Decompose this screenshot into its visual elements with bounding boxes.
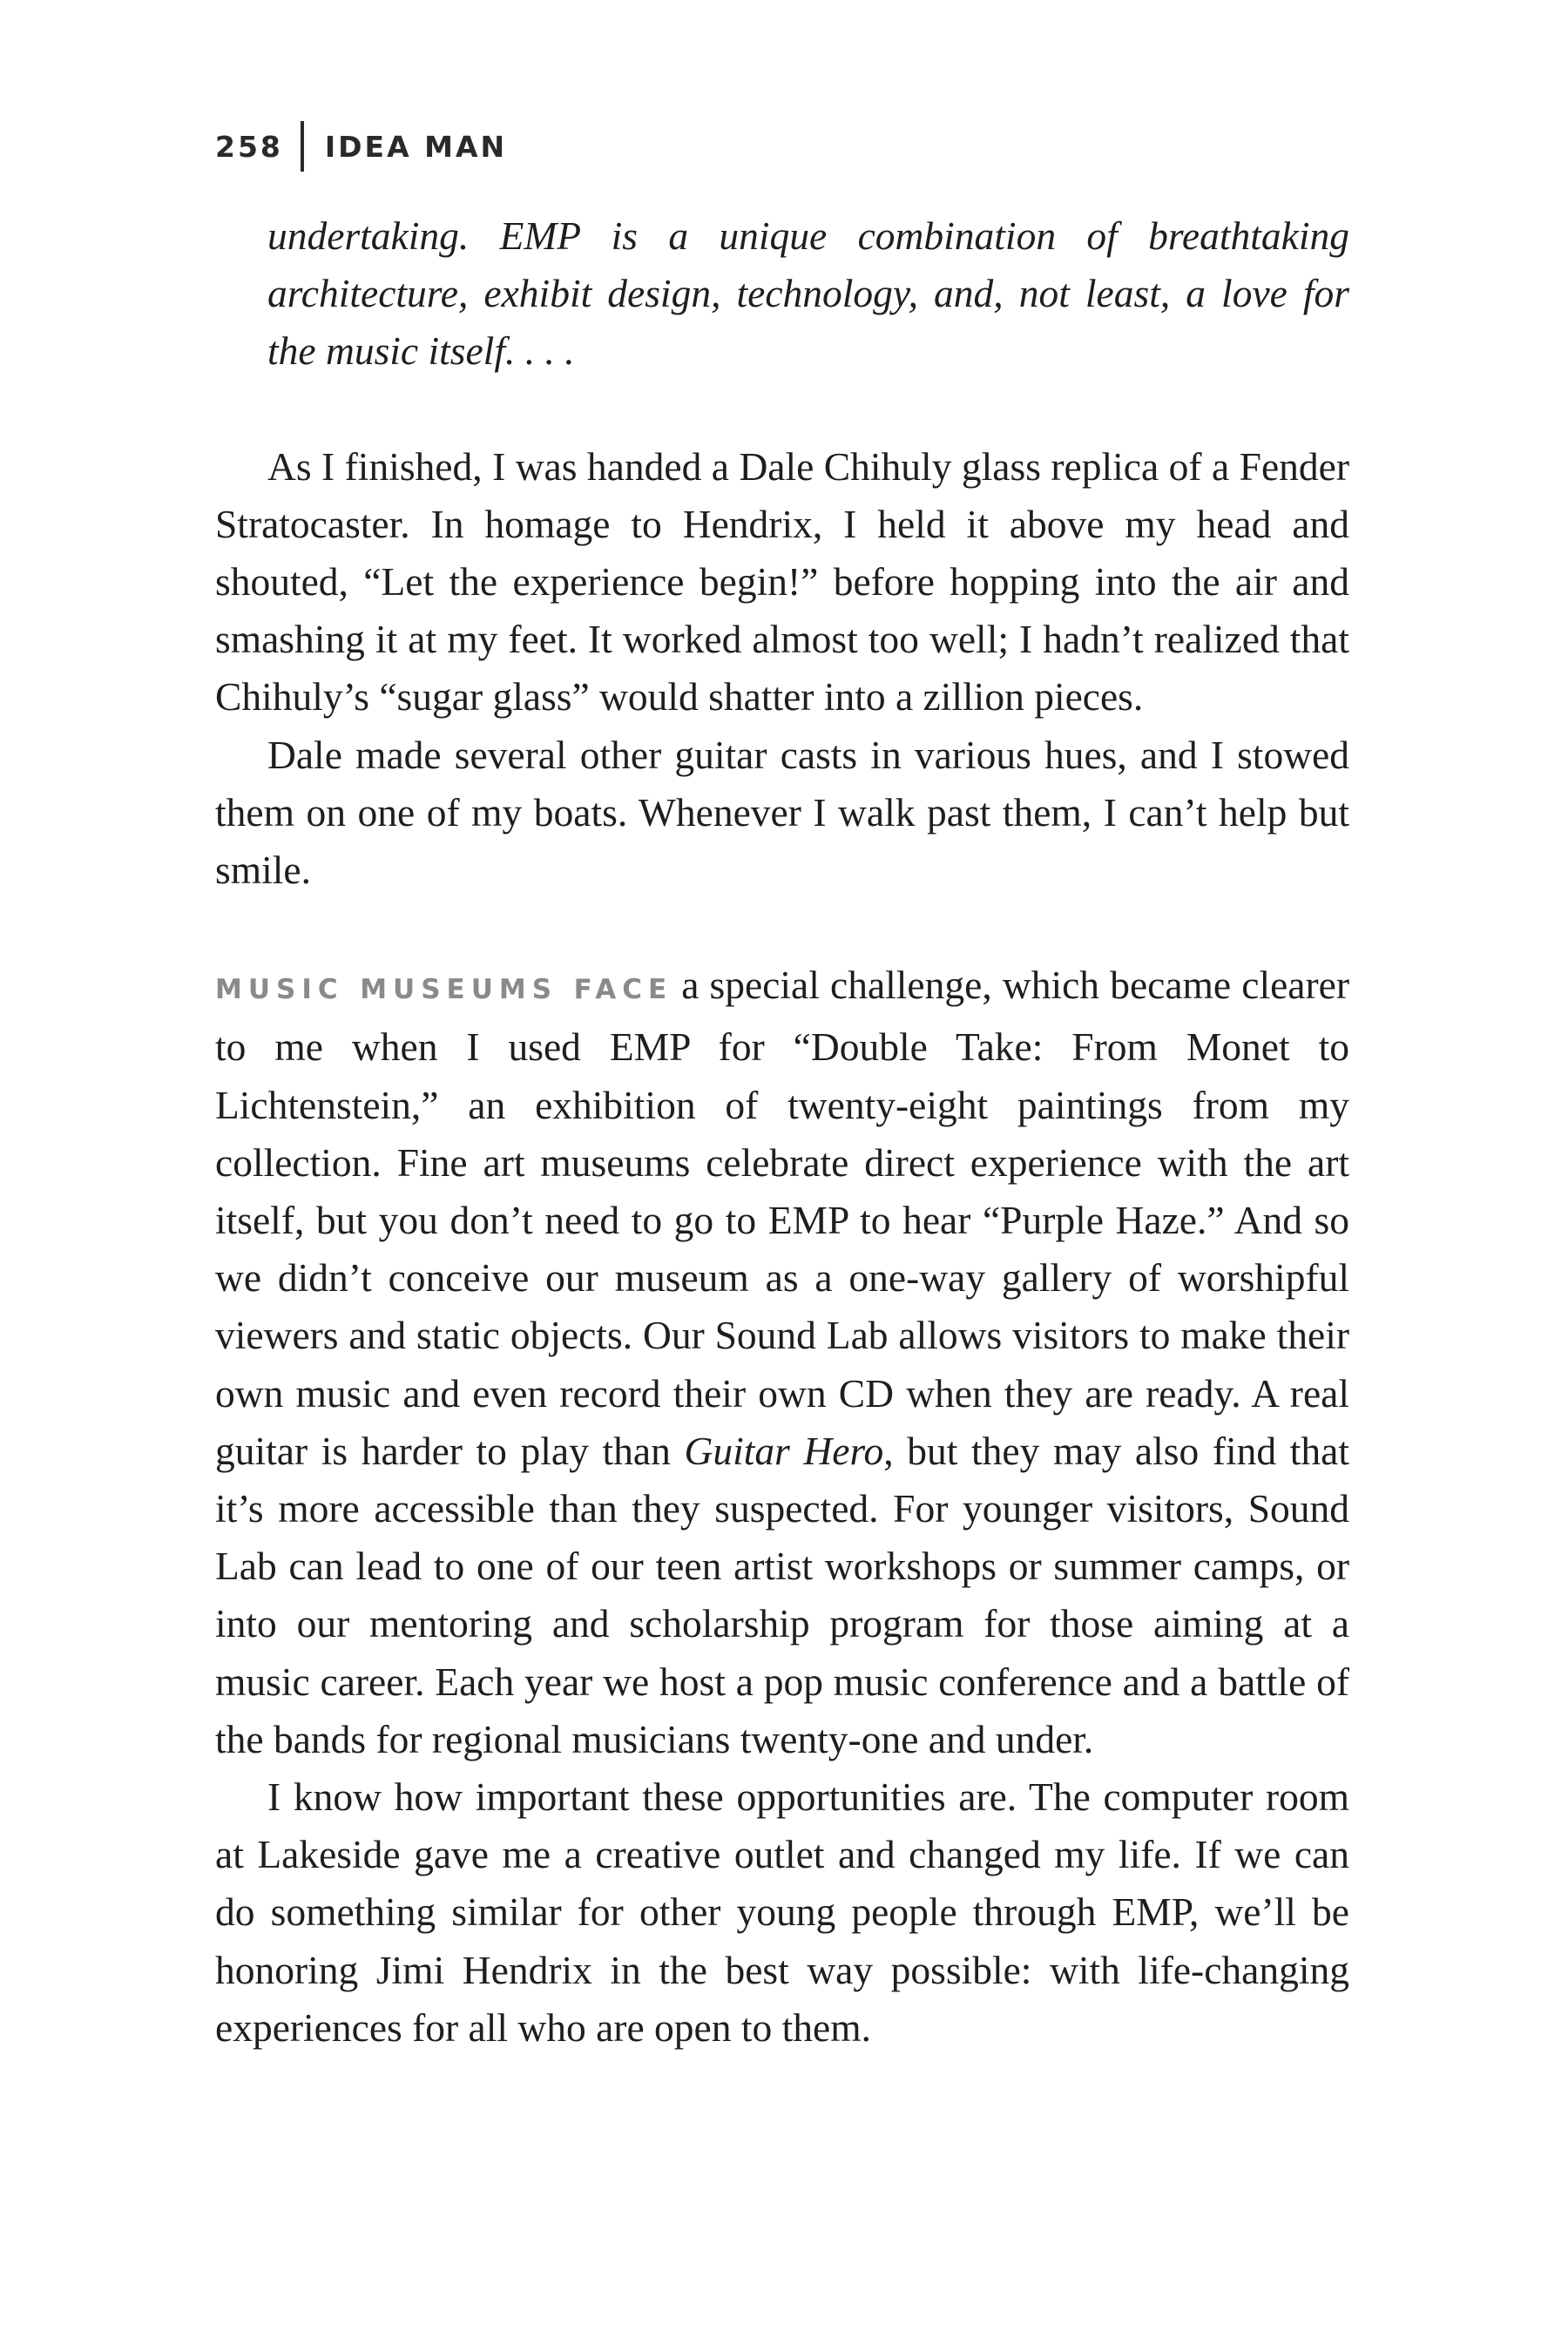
paragraph-opportunities: I know how important these opportunities are. The computer room at Lakeside gave me a creative outlet and changed my life. If we can do something similar for other young people through EMP, we’ll be honoring Jimi Hendrix in the best way possible: with life-changing experiences for all who are open to them. bbox=[215, 1774, 1349, 2050]
header-divider bbox=[301, 121, 304, 172]
paragraph-glass-guitar: As I finished, I was handed a Dale Chihuly glass replica of a Fender Stratocaster. In homage to Hendrix, I held it above my head and shouted, “Let the experience begin!” before hopping into the air and smashing it at my feet. It worked almost too well; I hadn’t realized that Chihuly’s “sugar glass” would shatter into a zillion pieces. bbox=[215, 443, 1349, 720]
block-quote: undertaking. EMP is a unique combination of breathtaking architecture, exhibit design, technology, and, not least, a love for the music itself. . . . bbox=[267, 213, 1349, 374]
page-number: 258 bbox=[215, 129, 283, 164]
section-lead-in: MUSIC MUSEUMS FACE bbox=[215, 974, 673, 1006]
book-title: IDEA MAN bbox=[324, 129, 508, 164]
game-title: Guitar Hero bbox=[684, 1428, 884, 1473]
paragraph-music-museums-part1: a special challenge, which became clearer to me when I used EMP for “Double Take: From Monet to Lichtenstein,” an exhibition of twenty-eight paintings from my collection. Fine art museums celebrate direct experience with the art itself, but you don’t need to go to EMP to hear “Purple Haze.” And so we didn’t conceive our museum as a one-way gallery of worshipful viewers and static objects. Our Sound Lab allows visitors to make their own music and even record their own CD when they are ready. A real guitar is harder to play than bbox=[215, 963, 1349, 1473]
section-break bbox=[215, 899, 1349, 956]
body-text bbox=[215, 207, 1349, 2057]
running-head bbox=[215, 122, 507, 171]
paragraph-guitar-casts: Dale made several other guitar casts in various hues, and I stowed them on one of my boats. Whenever I walk past them, I can’t help but smile. bbox=[215, 732, 1349, 893]
paragraph-music-museums bbox=[215, 956, 1349, 1768]
paragraph-music-museums-part2: , but they may also find that it’s more accessible than they suspected. For younger visitors, Sound Lab can lead to one of our teen artist workshops or summer camps, or into our mentoring and scholarship program for those aiming at a music career. Each year we host a pop music conference and a battle of the bands for regional musicians twenty-one and under. bbox=[215, 1428, 1349, 1761]
